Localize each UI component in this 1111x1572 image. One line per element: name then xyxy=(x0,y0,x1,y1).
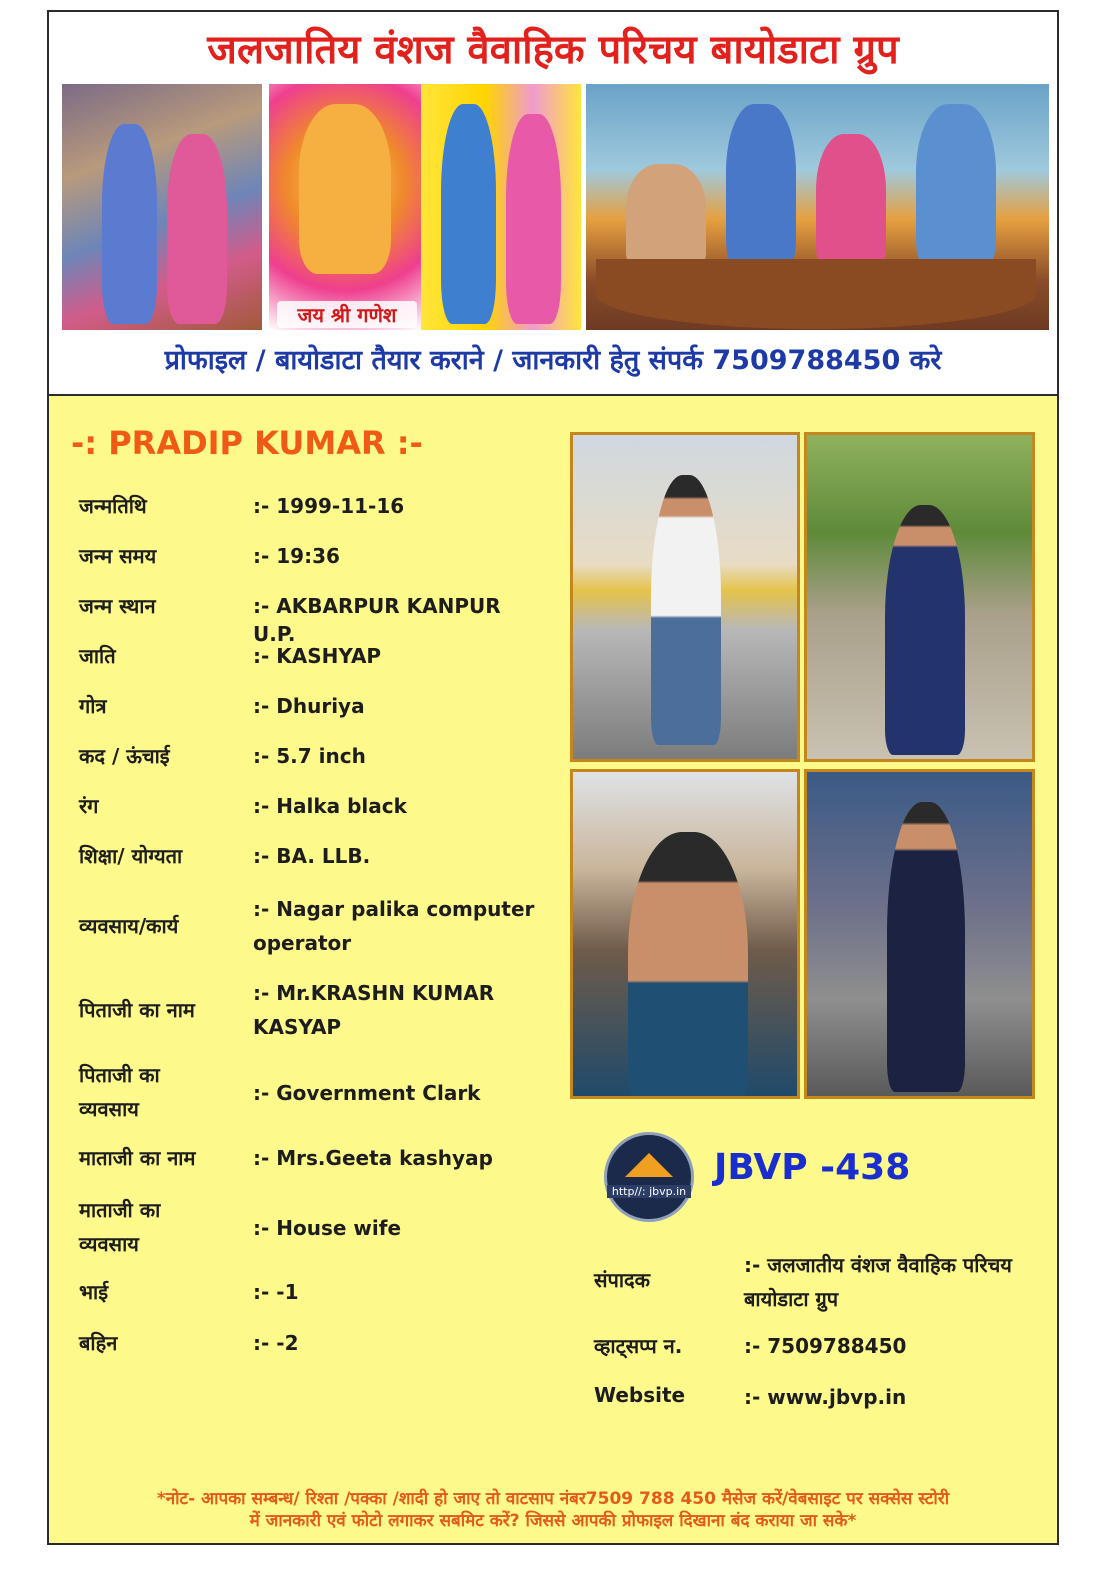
field-label: माताजी का व्यवसाय xyxy=(79,1198,161,1256)
field-value: :- KASHYAP xyxy=(253,644,382,668)
field-complexion xyxy=(79,792,539,832)
candidate-photo-2 xyxy=(804,432,1035,762)
field-value: :- 5.7 inch xyxy=(253,744,366,768)
field-label: पिताजी का व्यवसाय xyxy=(79,1063,160,1121)
field-label: रंग xyxy=(79,794,99,818)
field-label: माताजी का नाम xyxy=(79,1146,196,1170)
field-mother-name xyxy=(79,1144,539,1184)
field-value: :- 1999-11-16 xyxy=(253,494,405,518)
field-label: जाति xyxy=(79,644,116,668)
jbvp-logo xyxy=(604,1132,694,1222)
contact-line: प्रोफाइल / बायोडाटा तैयार कराने / जानकारी हेतु संपर्क 7509788450 करे xyxy=(164,345,942,376)
field-value: :- Halka black xyxy=(253,794,407,818)
candidate-photo-1 xyxy=(570,432,800,762)
deity-image-boat xyxy=(586,84,1049,330)
header-banner xyxy=(49,12,1057,396)
candidate-name: -: PRADIP KUMAR :- xyxy=(71,424,423,462)
field-label: कद / ऊंचाई xyxy=(79,744,170,768)
website-value: :- www.jbvp.in xyxy=(744,1385,907,1409)
editor-label: संपादक xyxy=(594,1268,651,1292)
field-value: :- Mrs.Geeta kashyap xyxy=(253,1146,493,1170)
field-occupation xyxy=(79,892,539,962)
deity-image-ganesh xyxy=(269,84,421,330)
editor-value: :- जलजातीय वंशज वैवाहिक परिचय बायोडाटा ग्रुप xyxy=(744,1253,1012,1311)
field-mother-occupation xyxy=(79,1193,539,1263)
field-label: पिताजी का नाम xyxy=(79,998,195,1022)
field-height xyxy=(79,742,539,782)
field-label: जन्मतिथि xyxy=(79,494,147,518)
ganesh-caption: जय श्री गणेश xyxy=(277,301,417,328)
field-value: :- 19:36 xyxy=(253,544,340,568)
field-father-name xyxy=(79,976,539,1046)
website-label: Website xyxy=(594,1383,686,1407)
group-title: जलजातिय वंशज वैवाहिक परिचय बायोडाटा ग्रुप xyxy=(207,27,899,73)
field-label: बहिन xyxy=(79,1331,118,1355)
logo-url-text: http//: jbvp.in xyxy=(607,1185,691,1198)
whatsapp-label: व्हाट्सप्प न. xyxy=(594,1334,683,1358)
deity-image-ram-sita xyxy=(421,84,581,330)
field-label: शिक्षा/ योग्यता xyxy=(79,844,183,868)
field-birth-time xyxy=(79,542,539,582)
field-gotra xyxy=(79,692,539,732)
biodata-card xyxy=(47,10,1059,1545)
profile-code: JBVP -438 xyxy=(714,1147,911,1188)
field-value: :- Nagar palika computer operator xyxy=(253,897,535,955)
field-caste xyxy=(79,642,539,682)
field-value: :- -1 xyxy=(253,1280,299,1304)
field-value: :- BA. LLB. xyxy=(253,844,371,868)
candidate-photo-3 xyxy=(570,769,800,1099)
note-line-1: *नोट- आपका सम्बन्ध/ रिश्ता /पक्का /शादी हो जाए तो वाटसाप नंबर7509 788 450 मैसेज करें/वेबसाइट पर सक्सेस स्टोरी xyxy=(156,1489,950,1509)
field-birth-place xyxy=(79,592,539,646)
field-value: :- House wife xyxy=(253,1216,402,1240)
field-label: गोत्र xyxy=(79,694,107,718)
house-icon xyxy=(625,1153,673,1177)
field-value: :- Mr.KRASHN KUMAR KASYAP xyxy=(253,981,495,1039)
field-brothers xyxy=(79,1278,539,1318)
note-line-2: में जानकारी एवं फोटो लगाकर सबमिट करें? जिससे आपकी प्रोफाइल दिखाना बंद कराया जा सके* xyxy=(249,1511,857,1531)
candidate-photo-4 xyxy=(804,769,1035,1099)
field-sisters xyxy=(79,1329,539,1369)
field-label: व्यवसाय/कार्य xyxy=(79,914,179,938)
field-value: :- AKBARPUR KANPUR U.P. xyxy=(253,594,501,646)
deity-image-ram-sita-wedding xyxy=(62,84,262,330)
field-label: जन्म स्थान xyxy=(79,594,156,618)
field-value: :- -2 xyxy=(253,1331,299,1355)
field-education xyxy=(79,842,539,882)
field-label: जन्म समय xyxy=(79,544,157,568)
field-dob xyxy=(79,492,539,532)
footer-note xyxy=(49,1488,1057,1532)
whatsapp-value: :- 7509788450 xyxy=(744,1334,907,1358)
field-father-occupation xyxy=(79,1058,539,1128)
field-label: भाई xyxy=(79,1280,109,1304)
field-value: :- Government Clark xyxy=(253,1081,481,1105)
field-value: :- Dhuriya xyxy=(253,694,365,718)
